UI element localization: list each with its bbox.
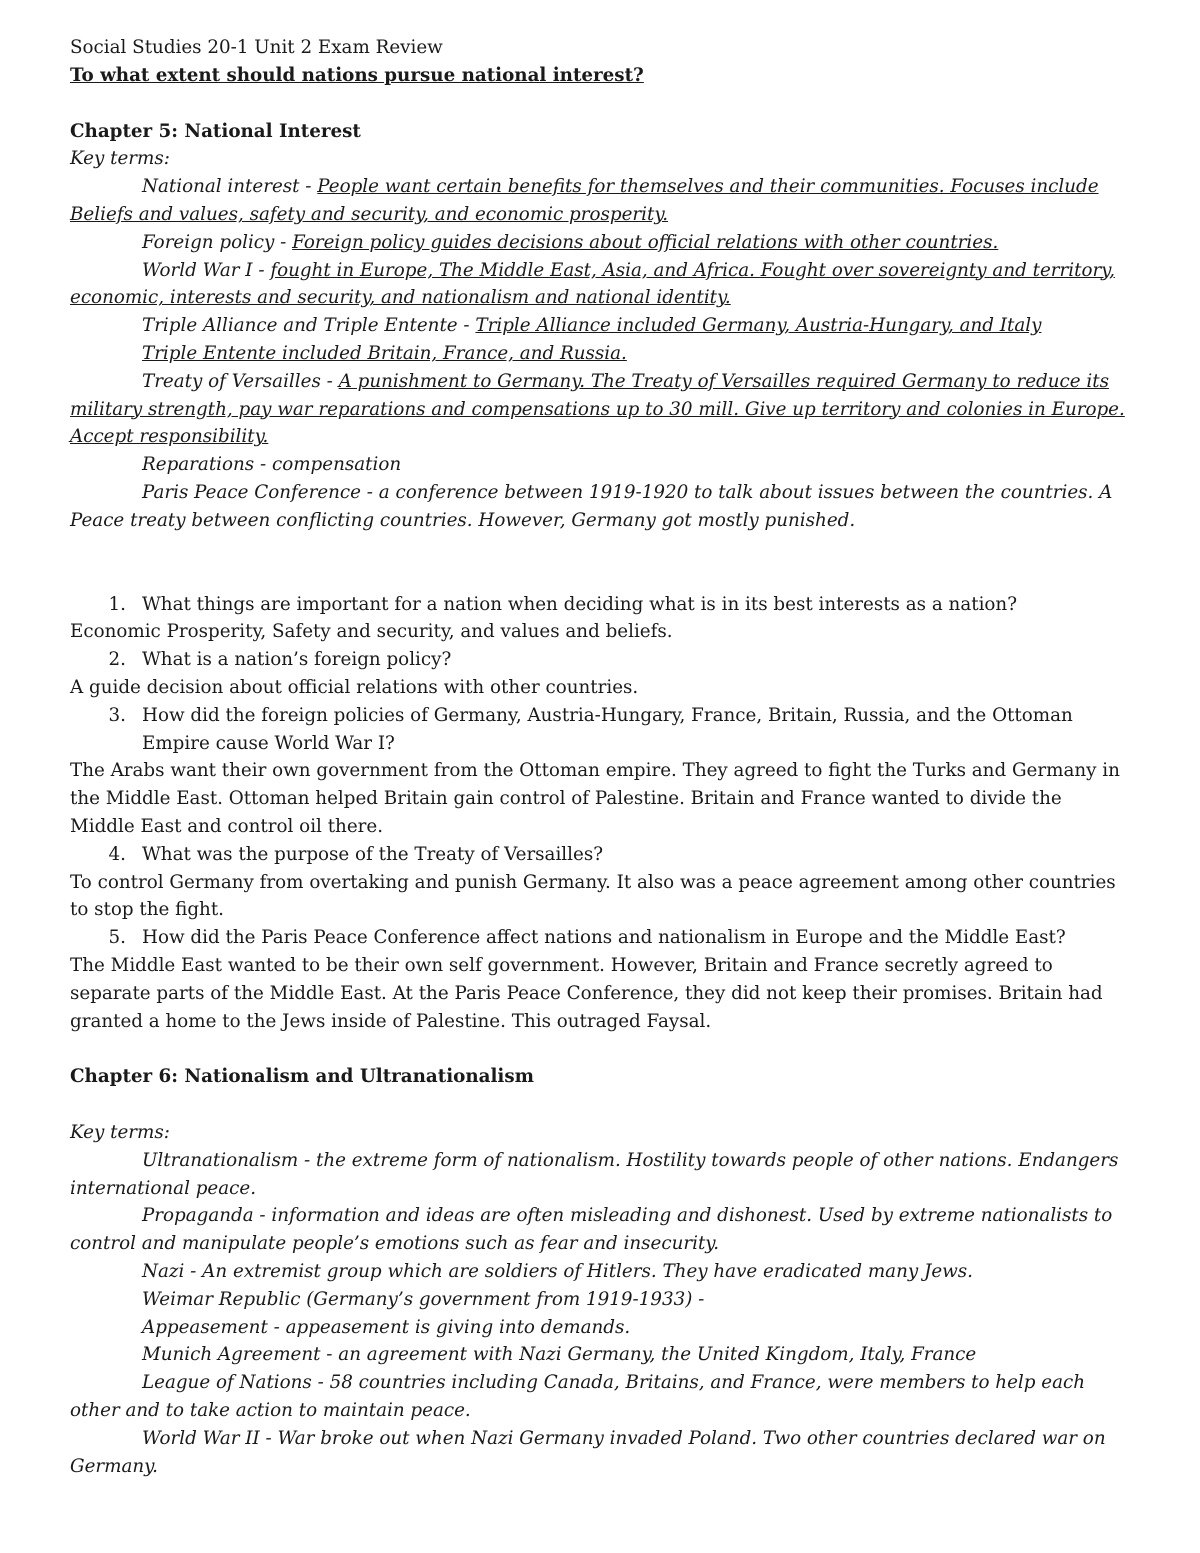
answer-text: The Middle East wanted to be their own self government. However, Britain and France secretly agreed to separate parts of the Middle East. At the Paris Peace Conference, they did not keep their promises. Britain had granted a home to the Jews inside of Palestine. This outraged Faysal.	[70, 954, 1103, 1032]
term-league-of-nations: League of Nations - 58 countries including Canada, Britains, and France, were members to help each other and to take action to maintain peace.	[70, 1372, 1085, 1422]
question-text: What things are important for a nation when deciding what is in its best interests as a nation?	[142, 593, 1018, 615]
term-definition: Triple Alliance included Germany, Austria-Hungary, and Italy	[475, 315, 1042, 337]
term-name: Triple Alliance and Triple Entente -	[142, 315, 476, 337]
term-national-interest	[70, 173, 1132, 229]
question-text: How did the Paris Peace Conference affect nations and nationalism in Europe and the Middle East?	[142, 927, 1066, 949]
document-page	[70, 34, 1132, 1480]
term-ultranationalism: Ultranationalism - the extreme form of nationalism. Hostility towards people of other nations. Endangers international peace.	[70, 1149, 1119, 1199]
question-item	[70, 924, 1132, 952]
question-text: What was the purpose of the Treaty of Versailles?	[142, 843, 604, 865]
term-triple-alliance	[70, 312, 1132, 340]
term-definition: A punishment to Germany. The Treaty of Versailles required Germany to reduce its military strength, pay war reparations and compensations up to 30 mill. Give up territory and colonies in Europe. Accept responsibility.	[70, 370, 1125, 448]
chapter5-heading: Chapter 5: National Interest	[70, 120, 361, 142]
term-world-war-i	[70, 257, 1132, 313]
question-number: 5.	[108, 927, 126, 949]
question-item	[70, 646, 1132, 674]
term-treaty-of-versailles	[70, 368, 1132, 451]
term-munich-agreement: Munich Agreement - an agreement with Nazi Germany, the United Kingdom, Italy, France	[142, 1344, 977, 1366]
chapter6-heading: Chapter 6: Nationalism and Ultranationalism	[70, 1066, 535, 1088]
answer-text: A guide decision about official relations with other countries.	[70, 676, 639, 698]
question-number: 4.	[108, 843, 126, 865]
term-world-war-ii: World War II - War broke out when Nazi Germany invaded Poland. Two other countries declared war on Germany.	[70, 1427, 1106, 1477]
term-definition: Triple Entente included Britain, France, and Russia.	[142, 342, 627, 364]
term-appeasement: Appeasement - appeasement is giving into demands.	[142, 1316, 631, 1338]
question-item	[70, 702, 1132, 758]
term-paris-peace-conference: Paris Peace Conference - a conference between 1919-1920 to talk about issues between the countries. A Peace treaty between conflicting countries. However, Germany got mostly punished.	[70, 481, 1113, 531]
term-name: World War I -	[142, 259, 271, 281]
term-name: National interest -	[142, 176, 318, 198]
question-item	[70, 841, 1132, 869]
term-reparations: Reparations - compensation	[142, 454, 402, 476]
main-question: To what extent should nations pursue national interest?	[70, 64, 644, 86]
question-text: What is a nation’s foreign policy?	[142, 649, 452, 671]
question-item	[70, 591, 1132, 619]
chapter6-key-terms-label: Key terms:	[70, 1122, 170, 1144]
question-number: 2.	[108, 649, 126, 671]
term-definition: People want certain benefits for themselves and their communities. Focuses include Beliefs and values, safety and security, and economic prosperity.	[70, 176, 1099, 225]
term-name: Foreign policy -	[142, 231, 293, 253]
question-number: 3.	[108, 704, 126, 726]
course-line: Social Studies 20-1 Unit 2 Exam Review	[70, 37, 443, 58]
term-definition: fought in Europe, The Middle East, Asia, and Africa. Fought over sovereignty and territory, economic, interests and security, and nationalism and national identity.	[70, 259, 1115, 309]
answer-text: The Arabs want their own government from the Ottoman empire. They agreed to fight the Turks and Germany in the Middle East. Ottoman helped Britain gain control of Palestine. Britain and France wanted to divide the Middle East and control oil there.	[70, 760, 1120, 837]
question-text: How did the foreign policies of Germany, Austria-Hungary, France, Britain, Russia, and the Ottoman Empire cause World War I?	[142, 704, 1073, 754]
term-propaganda: Propaganda - information and ideas are often misleading and dishonest. Used by extreme nationalists to control and manipulate people’s emotions such as fear and insecurity.	[70, 1205, 1113, 1255]
answer-text: To control Germany from overtaking and punish Germany. It also was a peace agreement among other countries to stop the fight.	[70, 871, 1116, 921]
term-nazi: Nazi - An extremist group which are soldiers of Hitlers. They have eradicated many Jews.	[142, 1261, 973, 1283]
term-triple-entente	[70, 340, 1132, 368]
term-weimar-republic: Weimar Republic (Germany’s government from 1919-1933) -	[142, 1288, 705, 1310]
chapter5-key-terms-label: Key terms:	[70, 148, 170, 170]
question-number: 1.	[108, 593, 126, 615]
term-foreign-policy	[70, 229, 1132, 257]
question-list	[70, 591, 1132, 1036]
answer-text: Economic Prosperity, Safety and security, and values and beliefs.	[70, 621, 673, 643]
term-name: Treaty of Versailles -	[142, 370, 339, 392]
term-definition: Foreign policy guides decisions about official relations with other countries.	[292, 231, 999, 253]
